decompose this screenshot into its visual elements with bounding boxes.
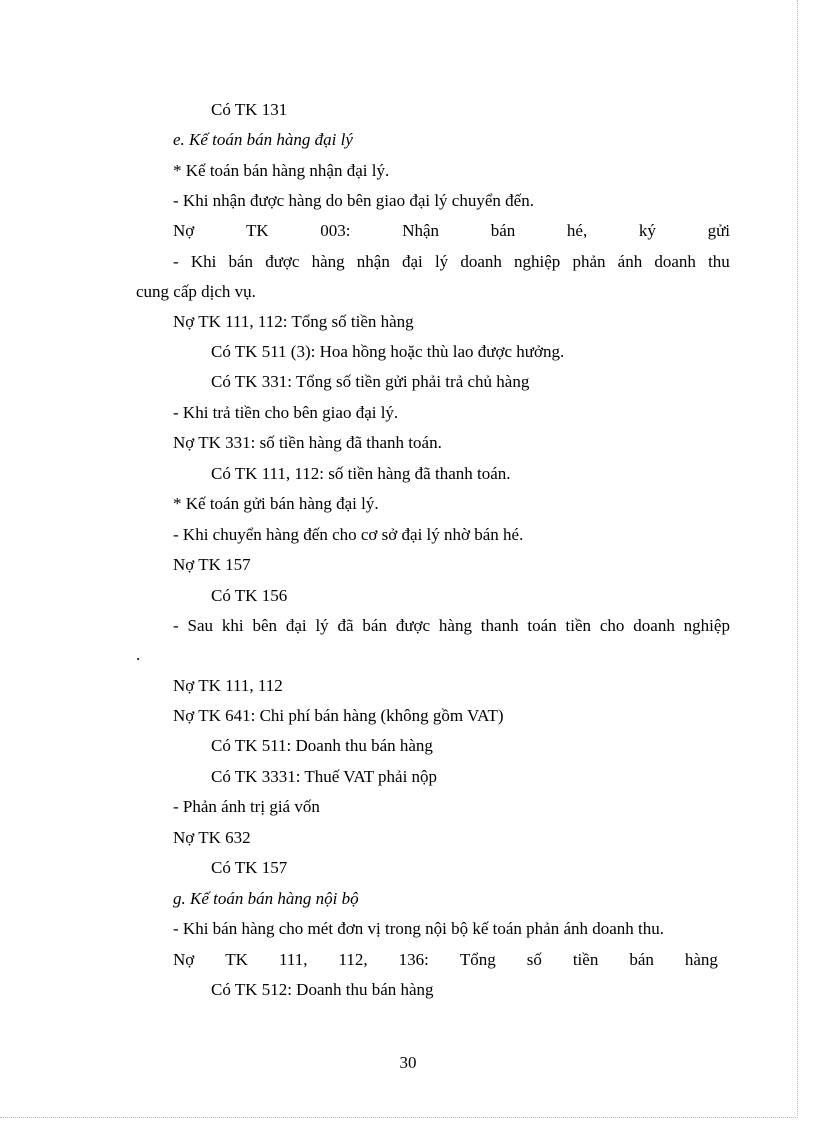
text-line: Nợ TK 641: Chi phí bán hàng (không gồm VAT) xyxy=(173,706,504,725)
word: tiền xyxy=(572,950,599,969)
text-line: * Kế toán gửi bán hàng đại lý. xyxy=(173,494,379,513)
word: hé, xyxy=(566,221,588,240)
word: bán xyxy=(629,950,654,969)
word: gửi xyxy=(707,221,730,240)
word: ký xyxy=(638,221,656,240)
word: Tổng xyxy=(459,950,496,969)
word: - xyxy=(173,252,179,271)
word: Nhận xyxy=(402,221,440,240)
text-line: Nợ TK 331: số tiền hàng đã thanh toán. xyxy=(173,433,442,452)
text-line: Có TK 331: Tổng số tiền gửi phải trả chủ hàng xyxy=(211,372,530,391)
word: 003: xyxy=(320,221,351,240)
word: - xyxy=(173,616,179,635)
text-line: Có TK 156 xyxy=(211,586,288,605)
text-line: - Khi nhận được hàng do bên giao đại lý chuyển đến. xyxy=(173,191,534,210)
word: TK xyxy=(245,221,269,240)
word: bán xyxy=(490,221,516,240)
text-line: cung cấp dịch vụ. xyxy=(136,282,256,301)
text-line: Có TK 511 (3): Hoa hồng hoặc thù lao được hưởng. xyxy=(211,342,565,361)
word: doanh xyxy=(633,616,675,635)
justified-line xyxy=(173,949,718,971)
word: nhận xyxy=(356,252,390,271)
text-line: - Khi bán hàng cho mét đơn vị trong nội bộ kế toán phản ánh doanh thu. xyxy=(173,919,665,938)
text-line: - Phản ánh trị giá vốn xyxy=(173,797,320,816)
text-line: Có TK 3331: Thuế VAT phải nộp xyxy=(211,767,438,786)
justified-line xyxy=(173,220,730,242)
text-line: Có TK 157 xyxy=(211,858,288,877)
word: doanh xyxy=(654,252,696,271)
word: lý xyxy=(434,252,449,271)
text-line: Có TK 111, 112: số tiền hàng đã thanh toán. xyxy=(211,464,511,483)
word: thu xyxy=(708,252,730,271)
section-heading: g. Kế toán bán hàng nội bộ xyxy=(173,889,359,908)
text-line: Nợ TK 157 xyxy=(173,555,251,574)
text-line: Nợ TK 111, 112 xyxy=(173,676,283,695)
word: nghiệp xyxy=(514,252,561,271)
text-line: Có TK 131 xyxy=(211,100,288,119)
word: 112, xyxy=(338,950,368,969)
word: bên xyxy=(252,616,277,635)
text-line: - Khi trả tiền cho bên giao đại lý. xyxy=(173,403,399,422)
word: được xyxy=(395,616,431,635)
text-line: . xyxy=(136,645,141,664)
word: hàng xyxy=(311,252,345,271)
section-heading: e. Kế toán bán hàng đại lý xyxy=(173,130,353,149)
word: Sau xyxy=(187,616,214,635)
word: hàng xyxy=(684,950,718,969)
text-line: Có TK 511: Doanh thu bán hàng xyxy=(211,736,433,755)
word: doanh xyxy=(460,252,502,271)
word: toán xyxy=(527,616,557,635)
word: 111, xyxy=(278,950,308,969)
word: nghiệp xyxy=(683,616,730,635)
word: Khi xyxy=(190,252,217,271)
word: số xyxy=(526,950,542,969)
word: đã xyxy=(337,616,354,635)
word: TK xyxy=(225,950,248,969)
word: Nợ xyxy=(173,950,195,969)
text-line: Nợ TK 111, 112: Tổng số tiền hàng xyxy=(173,312,414,331)
word: Nợ xyxy=(173,221,195,240)
word: đại xyxy=(402,252,423,271)
text-line: - Khi chuyển hàng đến cho cơ sở đại lý nhờ bán hé. xyxy=(173,525,524,544)
word: bán xyxy=(228,252,254,271)
justified-line xyxy=(173,615,730,637)
word: phản xyxy=(572,252,606,271)
word: lý xyxy=(315,616,329,635)
word: tiền xyxy=(565,616,592,635)
text-line: * Kế toán bán hàng nhận đại lý. xyxy=(173,161,390,180)
word: đại xyxy=(285,616,307,635)
justified-line xyxy=(173,251,730,273)
text-line: Có TK 512: Doanh thu bán hàng xyxy=(211,980,434,999)
word: ánh xyxy=(617,252,643,271)
word: hàng xyxy=(438,616,472,635)
word: khi xyxy=(221,616,244,635)
page-number: 30 xyxy=(399,1053,417,1072)
word: cho xyxy=(599,616,625,635)
text-line: Nợ TK 632 xyxy=(173,828,251,847)
word: thanh xyxy=(480,616,519,635)
word: được xyxy=(265,252,300,271)
word: 136: xyxy=(398,950,429,969)
word: bán xyxy=(362,616,387,635)
